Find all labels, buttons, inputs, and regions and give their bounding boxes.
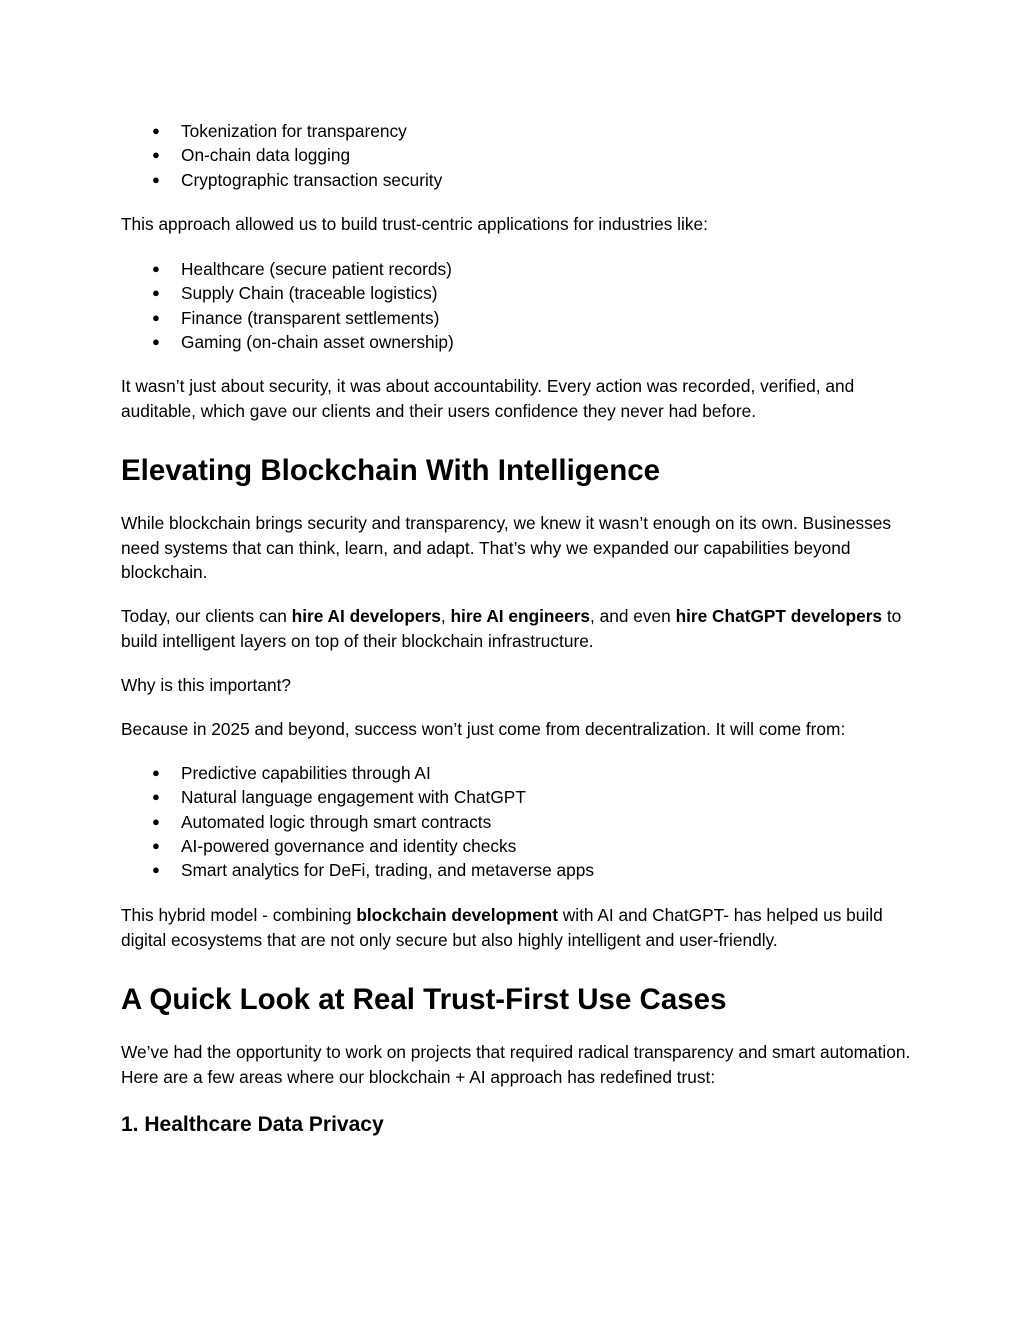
because-paragraph: Because in 2025 and beyond, success won’t just come from decentralization. It will come from: — [121, 719, 846, 739]
bullet-icon: ● — [152, 171, 160, 187]
subheading-healthcare: 1. Healthcare Data Privacy — [121, 1113, 384, 1136]
bullet-icon: ● — [152, 789, 160, 805]
list-item: ● On-chain data logging — [121, 143, 911, 167]
heading-intelligence: Elevating Blockchain With Intelligence — [121, 454, 661, 487]
list-item: ● Gaming (on-chain asset ownership) — [121, 330, 911, 354]
industries-bullet-list — [121, 257, 911, 354]
list-item: ● Healthcare (secure patient records) — [121, 257, 911, 281]
bullet-icon: ● — [152, 837, 160, 853]
bullet-icon: ● — [152, 285, 160, 301]
while-paragraph: While blockchain brings security and transparency, we knew it wasn’t enough on its own. Businesses need systems that can think, learn, and adapt. That’s why we expanded our capabilities beyond blockchain. — [121, 513, 892, 582]
list-item: ● Tokenization for transparency — [121, 119, 911, 143]
bullet-icon: ● — [152, 123, 160, 138]
opportunity-paragraph: We’ve had the opportunity to work on projects that required radical transparency and smart automation. Here are a few areas where our blockchain + AI approach has redefined trust: — [121, 1042, 911, 1087]
bold-hire-ai-developers: hire AI developers — [291, 606, 441, 626]
bold-blockchain-development: blockchain development — [356, 905, 558, 925]
list-item: ● Automated logic through smart contracts — [121, 810, 911, 834]
list-item: ● Cryptographic transaction security — [121, 168, 911, 192]
bullet-icon: ● — [152, 333, 160, 349]
heading-usecases: A Quick Look at Real Trust-First Use Cases — [121, 983, 727, 1016]
intro-bullet-list — [121, 119, 911, 192]
industries-paragraph: This approach allowed us to build trust-centric applications for industries like: — [121, 214, 708, 234]
bullet-icon: ● — [152, 261, 160, 276]
bold-hire-chatgpt-developers: hire ChatGPT developers — [675, 606, 883, 626]
list-item: ● Predictive capabilities through AI — [121, 761, 911, 785]
bullet-icon: ● — [152, 147, 160, 163]
list-item: ● Smart analytics for DeFi, trading, and metaverse apps — [121, 858, 911, 882]
bullet-icon: ● — [152, 309, 160, 325]
today-paragraph: Today, our clients can hire AI developers, hire AI engineers, and even hire ChatGPT developers to build intelligent layers on top of their blockchain infrastructure. — [121, 606, 902, 651]
list-item: ● Natural language engagement with ChatGPT — [121, 785, 911, 809]
why-paragraph: Why is this important? — [121, 675, 291, 695]
capabilities-bullet-list — [121, 761, 911, 882]
list-item: ● AI-powered governance and identity checks — [121, 834, 911, 858]
list-item: ● Supply Chain (traceable logistics) — [121, 281, 911, 305]
accountability-paragraph: It wasn’t just about security, it was about accountability. Every action was recorded, verified, and auditable, which gave our clients and their users confidence they never had before. — [121, 376, 855, 421]
bullet-icon: ● — [152, 813, 160, 829]
bullet-icon: ● — [152, 862, 160, 878]
bold-hire-ai-engineers: hire AI engineers — [450, 606, 591, 626]
bullet-icon: ● — [152, 765, 160, 780]
list-item: ● Finance (transparent settlements) — [121, 306, 911, 330]
hybrid-paragraph: This hybrid model - combining blockchain development with AI and ChatGPT- has helped us build digital ecosystems that are not only secure but also highly intelligent and user-friendly. — [121, 905, 883, 950]
